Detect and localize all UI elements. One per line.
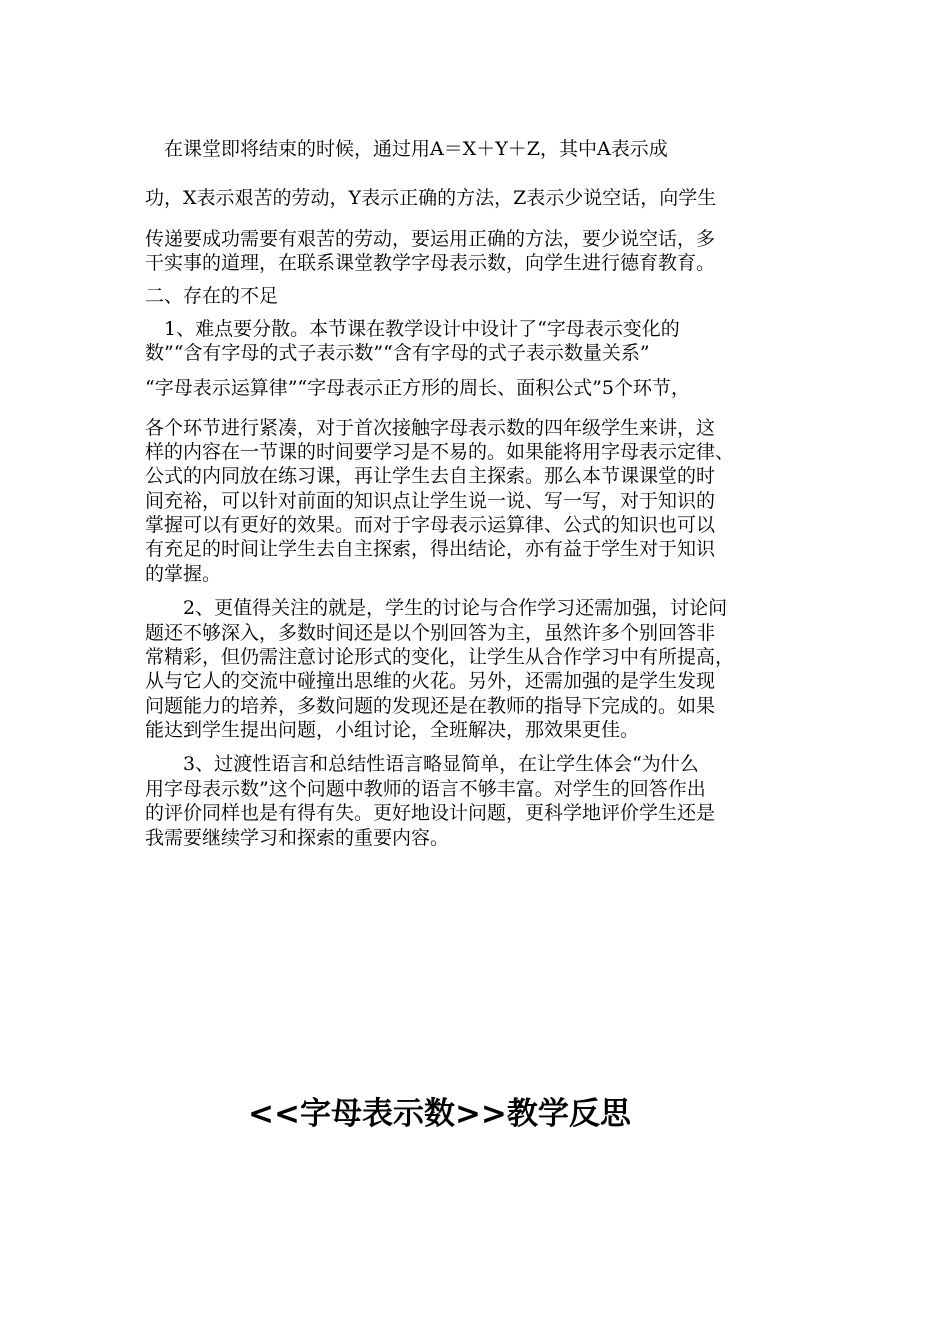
paragraph-line: 2、更值得关注的就是，学生的讨论与合作学习还需加强，讨论问 (145, 597, 728, 619)
paragraph-line: 我需要继续学习和探索的重要内容。 (145, 827, 450, 849)
paragraph-line: 题还不够深入，多数时间还是以个别回答为主，虽然许多个别回答非 (145, 622, 716, 644)
paragraph-line: “字母表示运算律”“字母表示正方形的周长、面积公式”5个环节， (145, 377, 690, 399)
paragraph-line: 从与它人的交流中碰撞出思维的火花。另外，还需加强的是学生发现 (145, 670, 716, 692)
paragraph-line: 1、难点要分散。本节课在教学设计中设计了“字母表示变化的 (145, 318, 680, 340)
paragraph-line: 公式的内同放在练习课，再让学生去自主探索。那么本节课课堂的时 (145, 465, 716, 487)
paragraph-line: 3、过渡性语言和总结性语言略显简单，在让学生体会“为什么 (145, 753, 699, 775)
paragraph-line: 掌握可以有更好的效果。而对于字母表示运算律、公式的知识也可以 (145, 514, 716, 536)
document-title: <<字母表示数>>教学反思 (248, 1096, 631, 1132)
paragraph-line: 问题能力的培养，多数问题的发现还是在教师的指导下完成的。如果 (145, 695, 716, 717)
paragraph-line: 数”“含有字母的式子表示数”“含有字母的式子表示数量关系” (145, 342, 650, 364)
paragraph-line: 能达到学生提出问题，小组讨论，全班解决，那效果更佳。 (145, 719, 640, 741)
paragraph-line: 功，X表示艰苦的劳动，Y表示正确的方法，Z表示少说空话，向学生 (145, 187, 717, 209)
paragraph-line: 传递要成功需要有艰苦的劳动，要运用正确的方法，要少说空话，多 (145, 228, 716, 250)
paragraph-line: 常精彩，但仍需注意讨论形式的变化，让学生从合作学习中有所提高， (145, 646, 735, 668)
paragraph-line: 有充足的时间让学生去自主探索，得出结论，亦有益于学生对于知识 (145, 538, 716, 560)
paragraph-line: 用字母表示数”这个问题中教师的语言不够丰富。对学生的回答作出 (145, 778, 706, 800)
paragraph-line: 的评价同样也是有得有失。更好地设计问题，更科学地评价学生还是 (145, 802, 716, 824)
paragraph-line: 样的内容在一节课的时间要学习是不易的。如果能将用字母表示定律、 (145, 441, 735, 463)
paragraph-line: 的掌握。 (145, 563, 222, 585)
paragraph-line: 各个环节进行紧凑，对于首次接触字母表示数的四年级学生来讲，这 (145, 417, 716, 439)
paragraph-line: 在课堂即将结束的时候，通过用A＝X＋Y＋Z，其中A表示成 (145, 138, 668, 160)
paragraph-line: 间充裕，可以针对前面的知识点让学生说一说、写一写，对于知识的 (145, 490, 716, 512)
paragraph-line: 干实事的道理，在联系课堂教学字母表示数，向学生进行德育教育。 (145, 252, 716, 274)
section-heading: 二、存在的不足 (145, 285, 279, 307)
